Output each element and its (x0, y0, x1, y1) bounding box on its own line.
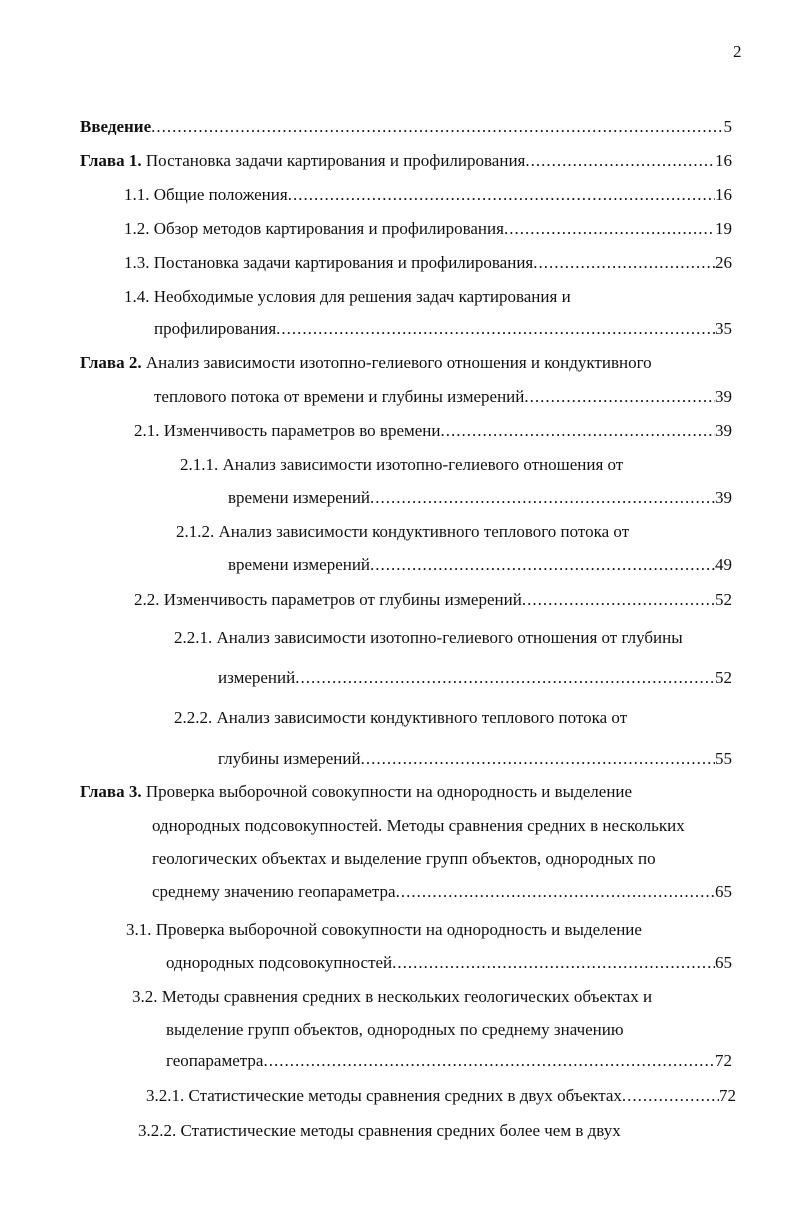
section-2-1-1-page: 39 (715, 488, 732, 507)
section-3-1-title-line2: однородных подсовокупностей (166, 953, 393, 972)
section-1-1-title: 1.1. Общие положения (124, 185, 288, 204)
section-3-2-title-line3: геопараметра (166, 1051, 264, 1070)
toc-entry-2-2-1 (218, 667, 732, 689)
section-1-4-title-line2: профилирования (154, 319, 277, 338)
leader-dots (263, 1050, 715, 1072)
toc-entry-2-1-1 (228, 487, 732, 509)
section-3-2-1-page: 72 (719, 1086, 736, 1105)
section-2-1-2-title-line2: времени измерений (228, 555, 371, 574)
leader-dots (533, 252, 715, 274)
leader-dots (622, 1085, 719, 1107)
chapter-1-prefix: Глава 1. (80, 151, 142, 170)
toc-entry-2-2 (134, 589, 732, 611)
toc-entry-3-2 (166, 1050, 732, 1072)
section-1-3-page: 26 (715, 253, 732, 272)
section-2-2-1-title-line1: 2.2.1. Анализ зависимости изотопно-гелиевого отношения от глубины (174, 628, 683, 647)
leader-dots (525, 150, 715, 172)
section-2-1-2-title-line1: 2.1.2. Анализ зависимости кондуктивного теплового потока от (176, 522, 630, 541)
toc-entry-2-1-2 (228, 554, 732, 576)
section-1-1-page: 16 (715, 185, 732, 204)
toc-entry-1-4 (154, 318, 732, 340)
section-3-2-2-title: 3.2.2. Статистические методы сравнения средних более чем в двух (138, 1121, 621, 1140)
chapter-2-page: 39 (715, 387, 732, 406)
leader-dots (276, 318, 715, 340)
section-3-2-title-line1: 3.2. Методы сравнения средних в нескольких геологических объектах и (132, 987, 653, 1006)
section-2-1-1-title-line2: времени измерений (228, 488, 371, 507)
section-2-1-page: 39 (715, 421, 732, 440)
toc-entry-chapter-3 (152, 881, 732, 903)
leader-dots (522, 589, 715, 611)
section-1-2-title: 1.2. Обзор методов картирования и профилирования (124, 219, 504, 238)
leader-dots (392, 952, 715, 974)
section-3-1-page: 65 (715, 953, 732, 972)
page-number: 2 (733, 42, 742, 61)
section-2-1-1-title-line1: 2.1.1. Анализ зависимости изотопно-гелиевого отношения от (180, 455, 624, 474)
toc-entry-1-2 (124, 218, 732, 240)
chapter-1-page: 16 (715, 151, 732, 170)
leader-dots (396, 881, 715, 903)
toc-intro-page: 5 (723, 117, 732, 136)
leader-dots (504, 218, 715, 240)
chapter-3-title-line3: геологических объектах и выделение групп объектов, однородных по (152, 849, 656, 868)
leader-dots (370, 554, 715, 576)
leader-dots (295, 667, 715, 689)
leader-dots (151, 116, 723, 138)
section-2-2-1-title-line2: измерений (218, 668, 296, 687)
chapter-2-prefix: Глава 2. (80, 353, 142, 372)
section-2-1-title: 2.1. Изменчивость параметров во времени (134, 421, 441, 440)
leader-dots (361, 748, 715, 770)
section-2-2-title: 2.2. Изменчивость параметров от глубины измерений (134, 590, 522, 609)
leader-dots (288, 184, 715, 206)
toc-entry-chapter-2 (154, 386, 732, 408)
chapter-2-title: Анализ зависимости изотопно-гелиевого отношения и кондуктивного (145, 353, 652, 372)
chapter-2-title-line2: теплового потока от времени и глубины измерений (154, 387, 525, 406)
leader-dots (441, 420, 716, 442)
toc-entry-3-2-1 (146, 1085, 736, 1107)
chapter-3-title: Проверка выборочной совокупности на однородность и выделение (145, 782, 633, 801)
chapter-3-title-line1 (80, 781, 632, 803)
chapter-3-page: 65 (715, 882, 732, 901)
chapter-3-prefix: Глава 3. (80, 782, 142, 801)
toc-entry-2-1 (134, 420, 732, 442)
section-1-2-page: 19 (715, 219, 732, 238)
section-3-1-title-line1: 3.1. Проверка выборочной совокупности на однородность и выделение (126, 920, 642, 939)
leader-dots (524, 386, 715, 408)
section-2-2-2-title-line1: 2.2.2. Анализ зависимости кондуктивного теплового потока от (174, 708, 628, 727)
section-3-2-title-line2: выделение групп объектов, однородных по среднему значению (166, 1020, 624, 1039)
section-3-2-1-title: 3.2.1. Статистические методы сравнения средних в двух объектах (146, 1086, 622, 1105)
chapter-2-title-line1 (80, 352, 652, 374)
section-1-4-page: 35 (715, 319, 732, 338)
chapter-3-title-line2: однородных подсовокупностей. Методы сравнения средних в нескольких (152, 816, 685, 835)
section-2-2-2-title-line2: глубины измерений (218, 749, 361, 768)
toc-entry-intro (80, 116, 732, 138)
toc-entry-1-3 (124, 252, 732, 274)
section-1-4-title-line1: 1.4. Необходимые условия для решения задач картирования и (124, 287, 571, 306)
section-2-2-page: 52 (715, 590, 732, 609)
section-1-3-title: 1.3. Постановка задачи картирования и профилирования (124, 253, 534, 272)
section-2-2-1-page: 52 (715, 668, 732, 687)
toc-entry-3-1 (166, 952, 732, 974)
leader-dots (370, 487, 715, 509)
toc-entry-1-1 (124, 184, 732, 206)
toc-entry-chapter-1 (80, 150, 732, 172)
section-2-1-2-page: 49 (715, 555, 732, 574)
toc-entry-2-2-2 (218, 748, 732, 770)
chapter-1-title: Постановка задачи картирования и профилирования (145, 151, 526, 170)
section-3-2-page: 72 (715, 1051, 732, 1070)
section-2-2-2-page: 55 (715, 749, 732, 768)
chapter-3-title-line4: среднему значению геопараметра (152, 882, 396, 901)
toc-intro-label: Введение (80, 117, 152, 136)
